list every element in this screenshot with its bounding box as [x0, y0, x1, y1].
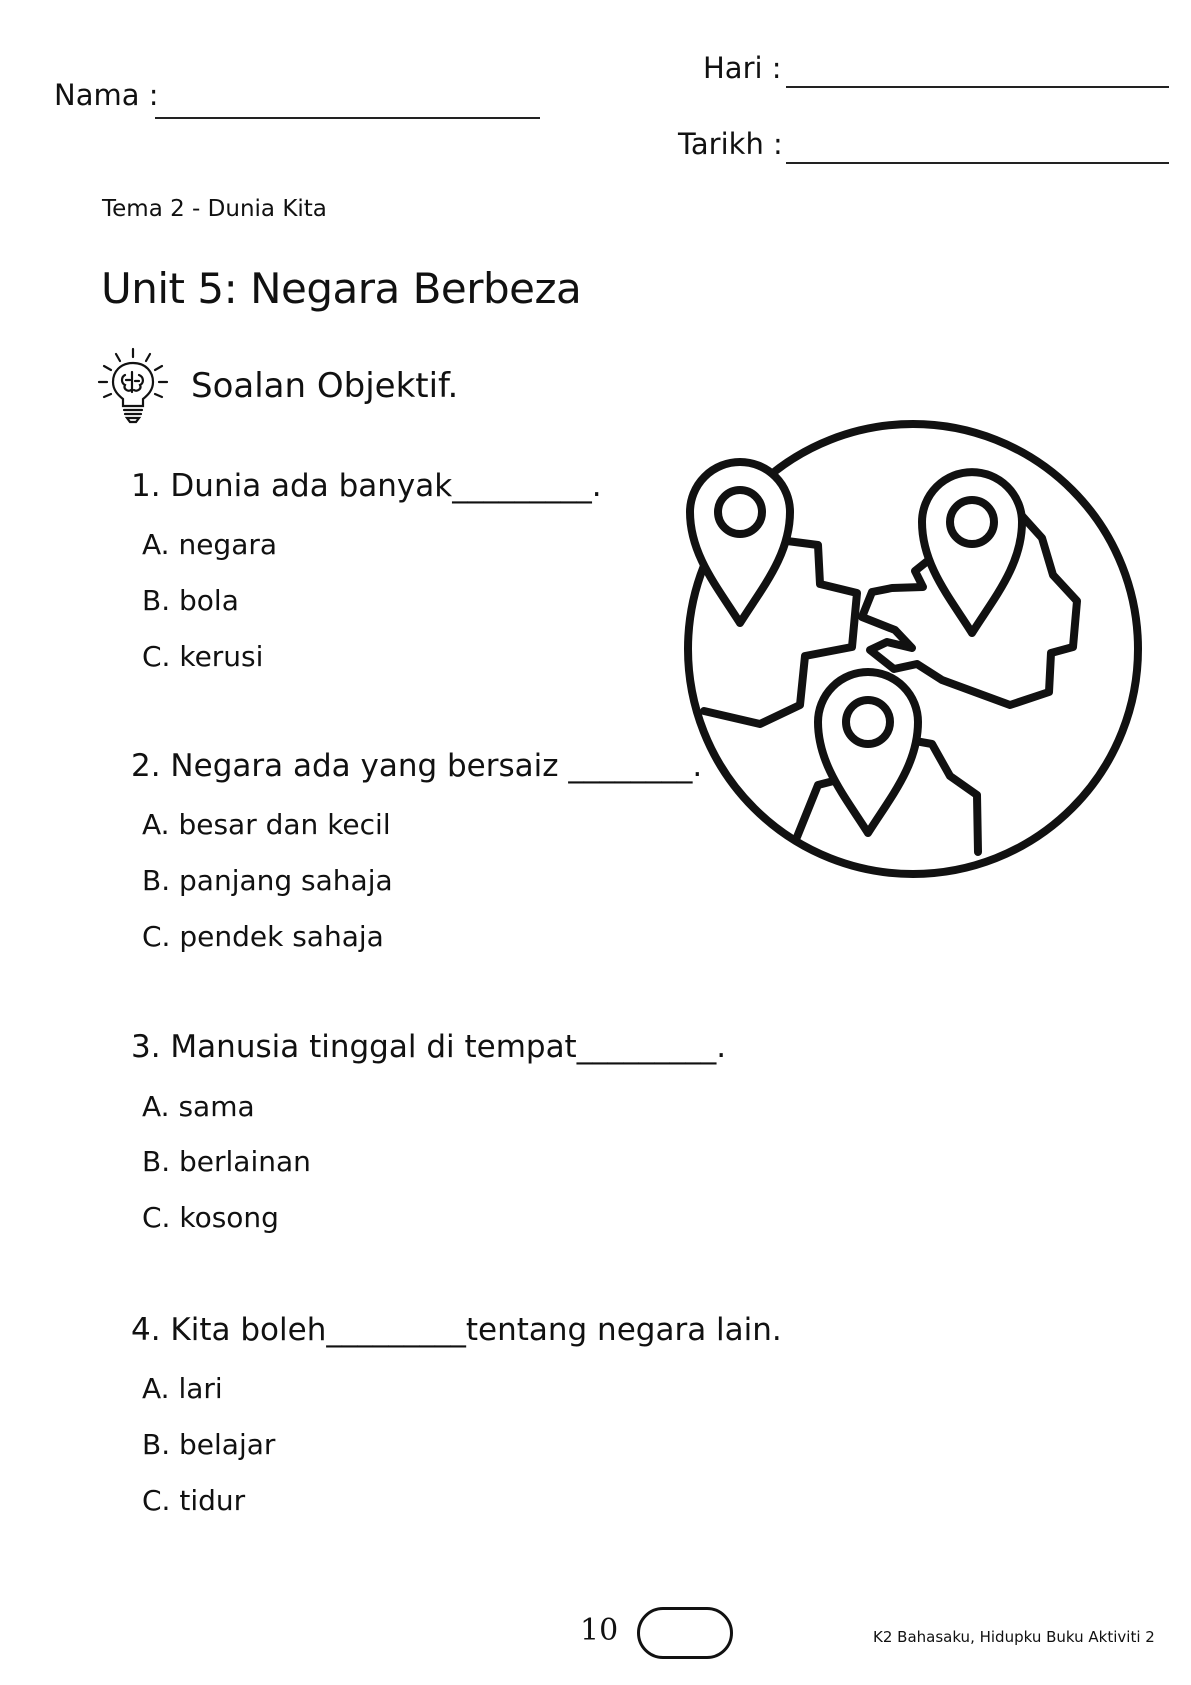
lightbulb-brain-icon [96, 346, 170, 424]
question-4: 4. Kita boleh_________tentang negara lain. [131, 1312, 782, 1348]
book-footer: K2 Bahasaku, Hidupku Buku Aktiviti 2 [873, 1628, 1155, 1646]
tarikh-label: Tarikh : [678, 127, 783, 161]
page-number: 10 [580, 1613, 619, 1648]
question-2-option-a[interactable]: A. besar dan kecil [142, 808, 391, 841]
section-title: Soalan Objektif. [191, 366, 459, 406]
hari-line[interactable] [786, 86, 1169, 88]
question-4-option-b[interactable]: B. belajar [142, 1428, 276, 1461]
globe-location-pins-icon [684, 416, 1144, 886]
question-3: 3. Manusia tinggal di tempat_________. [131, 1029, 727, 1065]
question-3-option-b[interactable]: B. berlainan [142, 1145, 311, 1178]
question-4-option-a[interactable]: A. lari [142, 1372, 223, 1405]
nama-line[interactable] [155, 117, 540, 119]
question-1-option-a[interactable]: A. negara [142, 528, 278, 561]
hari-label: Hari : [703, 51, 782, 85]
question-4-option-c[interactable]: C. tidur [142, 1484, 246, 1517]
question-2-option-c[interactable]: C. pendek sahaja [142, 920, 384, 953]
nama-label: Nama : [54, 78, 159, 112]
question-1-option-b[interactable]: B. bola [142, 584, 239, 617]
theme-label: Tema 2 - Dunia Kita [102, 196, 327, 222]
question-3-option-c[interactable]: C. kosong [142, 1201, 279, 1234]
question-1: 1. Dunia ada banyak_________. [131, 468, 602, 504]
question-2-option-b[interactable]: B. panjang sahaja [142, 864, 393, 897]
question-2: 2. Negara ada yang bersaiz ________. [131, 748, 703, 784]
page-title: Unit 5: Negara Berbeza [101, 264, 582, 313]
question-3-option-a[interactable]: A. sama [142, 1090, 255, 1123]
question-1-option-c[interactable]: C. kerusi [142, 640, 264, 673]
tarikh-line[interactable] [786, 162, 1169, 164]
page-number-oval [637, 1607, 733, 1659]
